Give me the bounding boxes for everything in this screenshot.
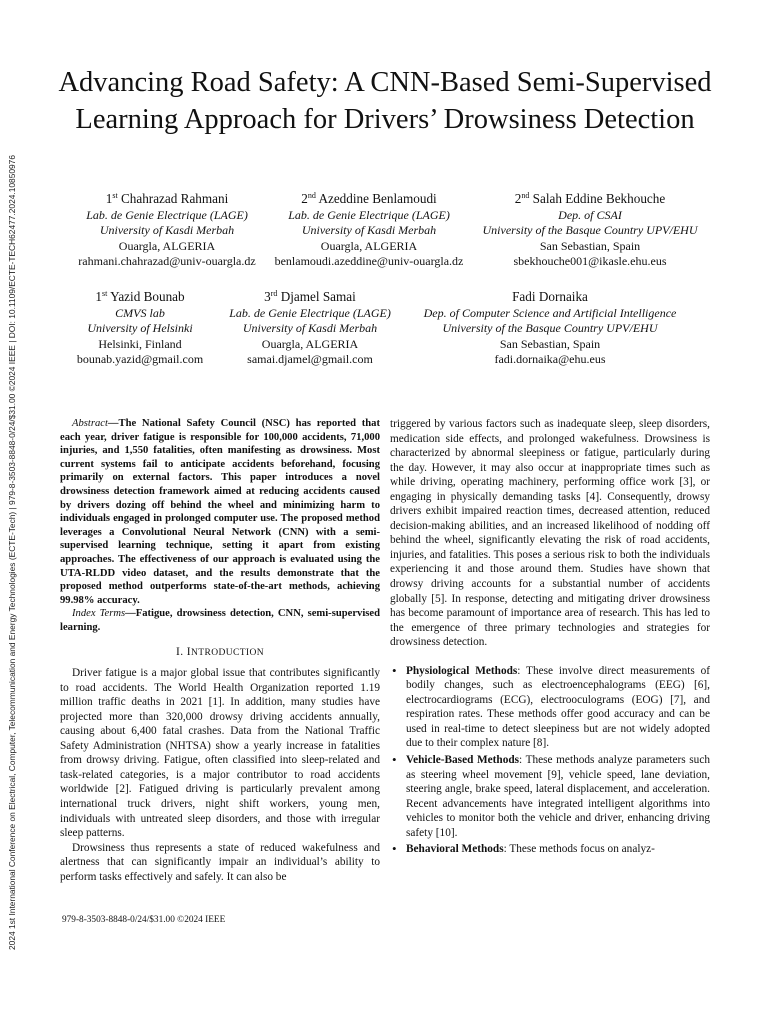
author-location: Helsinki, Finland <box>98 336 182 351</box>
author-block: 2nd Salah Eddine Bekhouche Dep. of CSAI University of the Basque Country UPV/EHU San Sebastian, Spain sbekhouche001@ikasle.ehu.eus <box>470 191 710 270</box>
author-email: fadi.dornaika@ehu.eus <box>494 352 606 367</box>
author-block: 1st Chahrazad Rahmani Lab. de Genie Electrique (LAGE) University of Kasdi Merbah Ouargla, ALGERIA rahmani.chahrazad@univ-ouargla.dz <box>62 191 272 270</box>
author-affiliation: Dep. of CSAI <box>558 207 622 222</box>
intro-paragraph: Driver fatigue is a major global issue that contributes significantly to road accidents. The World Health Organization reported 1.19 million traffic deaths in 2021 [1]. In addition, many studies have projected more than 320,000 drowsy driving accidents annually, causing about 6,400 fatal crashes. Data from the National Traffic Safety Administration (NHTSA) show a yearly increase in fatalities from drowsy driving. Fatigue, often classified into sleep-related and task-related categories, is a major contributor to road accidents worldwide [2]. Fatigued driving is particularly prevalent among international truck drivers, night shift workers, young men, individuals with untreated sleep disorders, and those with irregular sleep patterns. <box>60 667 380 840</box>
author-email: benlamoudi.azeddine@univ-ouargla.dz <box>274 254 464 269</box>
body-paragraph: triggered by various factors such as inadequate sleep, sleep disorders, medication side effects, and prolonged wakefulness. Drowsiness is characterized by abnormal sleepiness or fatigue, particularly during the day. However, it may also occur at inappropriate times such as while driving, operating machinery, performing office work [3], or engaging in physically demanding tasks [4]. Consequently, drowsy drivers exhibit impaired reaction times, decreased attention, reduced decision-making abilities, and an increased likelihood of nodding off behind the wheel, significantly elevating the risk of road accidents, injuries, and fatalities. This poses a serious risk to both the individuals experiencing it and those around them. Studies have shown that drowsy driving accounts for a substantial number of accidents globally [5]. In response, detecting and mitigating driver drowsiness has become paramount of importance area of research. This has led to the emergence of three primary technologies and strategies for drowsiness detection. <box>390 418 710 649</box>
copyright-notice: 979-8-3503-8848-0/24/$31.00 ©2024 IEEE <box>62 915 226 925</box>
author-org: University of Kasdi Merbah <box>301 223 437 238</box>
author-name: Djamel Samai <box>280 289 356 304</box>
author-org: University of Kasdi Merbah <box>99 223 235 238</box>
author-block <box>405 289 695 368</box>
author-block: 3rd Djamel Samai Lab. de Genie Electrique (LAGE) University of Kasdi Merbah Ouargla, ALGERIA samai.djamel@gmail.com <box>205 289 415 368</box>
author-affiliation: Lab. de Genie Electrique (LAGE) <box>86 207 248 222</box>
bullet-icon: • <box>392 841 397 857</box>
author-location: Ouargla, ALGERIA <box>320 238 418 253</box>
author-affiliation: CMVS lab <box>115 305 165 320</box>
author-name: Fadi Dornaika <box>512 289 588 304</box>
author-name: Azeddine Benlamoudi <box>318 191 437 206</box>
bullet-icon: • <box>392 662 397 678</box>
author-email: rahmani.chahrazad@univ-ouargla.dz <box>78 254 256 269</box>
author-name: Salah Eddine Bekhouche <box>532 191 666 206</box>
doi-sidebar <box>4 50 18 950</box>
author-org: University of Kasdi Merbah <box>242 321 378 336</box>
index-terms: Index Terms—Fatigue, drowsiness detection, CNN, semi-supervised learning. <box>60 608 380 633</box>
author-email: samai.djamel@gmail.com <box>247 352 373 367</box>
author-location: Ouargla, ALGERIA <box>261 336 359 351</box>
right-column <box>390 417 710 859</box>
methods-list <box>390 664 710 857</box>
author-affiliation: Lab. de Genie Electrique (LAGE) <box>288 207 450 222</box>
author-email: bounab.yazid@gmail.com <box>76 352 204 367</box>
author-block: 2nd Azeddine Benlamoudi Lab. de Genie Electrique (LAGE) University of Kasdi Merbah Ouargla, ALGERIA benlamoudi.azeddine@univ-ouargla.dz <box>264 191 474 270</box>
author-org: University of the Basque Country UPV/EHU <box>442 321 658 336</box>
paper-title: Advancing Road Safety: A CNN-Based Semi-Supervised Learning Approach for Drivers’ Drowsiness Detection <box>58 67 712 135</box>
author-email: sbekhouche001@ikasle.ehu.eus <box>513 254 667 269</box>
author-location: San Sebastian, Spain <box>539 238 641 253</box>
author-affiliation: Dep. of Computer Science and Artificial Intelligence <box>423 305 677 320</box>
list-item: • Behavioral Methods: These methods focus on analyz- <box>392 841 655 857</box>
section-heading: I. INTRODUCTION <box>175 645 265 658</box>
author-org: University of the Basque Country UPV/EHU <box>482 223 698 238</box>
left-column <box>60 417 380 884</box>
author-location: Ouargla, ALGERIA <box>118 238 216 253</box>
author-name: Yazid Bounab <box>110 289 185 304</box>
author-org: University of Helsinki <box>87 321 193 336</box>
intro-paragraph: Drowsiness thus represents a state of reduced wakefulness and alertness that can significantly impair an individual’s ability to perform tasks effectively and safely. It can also be <box>60 841 380 883</box>
abstract: Abstract—The National Safety Council (NSC) has reported that each year, driver fatigue is responsible for 100,000 accidents, 71,000 injuries, and 1,550 fatalities, often manifesting as drowsiness. Most current systems fail to anticipate accidents beforehand, focusing primarily on external factors. This paper introduces a novel drowsiness detection framework aimed at reducing accidents caused by drivers dozing off behind the wheel and minimizing harm to individuals engaged in prolonged computer use. The proposed method leverages a Convolutional Neural Network (CNN) with a semi-supervised learning technique, setting it apart from existing approaches. The effectiveness of our approach is evaluated using the UTA-RLDD video dataset, and the results demonstrate that the proposed method outperforms state-of-the-art methods, achieving 99.98% accuracy. <box>60 418 380 606</box>
author-name: Chahrazad Rahmani <box>120 191 229 206</box>
list-item: • Physiological Methods: These involve direct measurements of bodily changes, such as electroencephalograms (EEG) [6], electrocardiograms (ECG), electrooculograms (EOG) [7], and respiration rates. These methods offer good accuracy and can be used in real-time to detect sleepiness but are not widely adopted due to their complex nature [8]. <box>392 662 710 750</box>
author-block: 1st Yazid Bounab CMVS lab University of Helsinki Helsinki, Finland bounab.yazid@gmail.com <box>55 289 225 368</box>
bullet-icon: • <box>392 752 397 768</box>
sidebar-text: 2024 1st International Conference on Electrical, Computer, Telecommunication and Energy Technologies (ECTE-Tech) | 979-8-3503-8848-0/24/$31.00 ©2024 IEEE | DOI: 10.1109/ECTE-TECH62477.2024.10850976 <box>7 155 17 950</box>
author-location: San Sebastian, Spain <box>499 336 601 351</box>
list-item: • Vehicle-Based Methods: These methods analyze parameters such as steering wheel movement [9], vehicle speed, lane deviation, steering angle, brake speed, lateral displacement, and acceleration. Recent advancements have integrated intelligent algorithms into vehicles to monitor both the vehicle and driver, enhancing driving safety [10]. <box>392 752 710 839</box>
author-affiliation: Lab. de Genie Electrique (LAGE) <box>229 305 391 320</box>
